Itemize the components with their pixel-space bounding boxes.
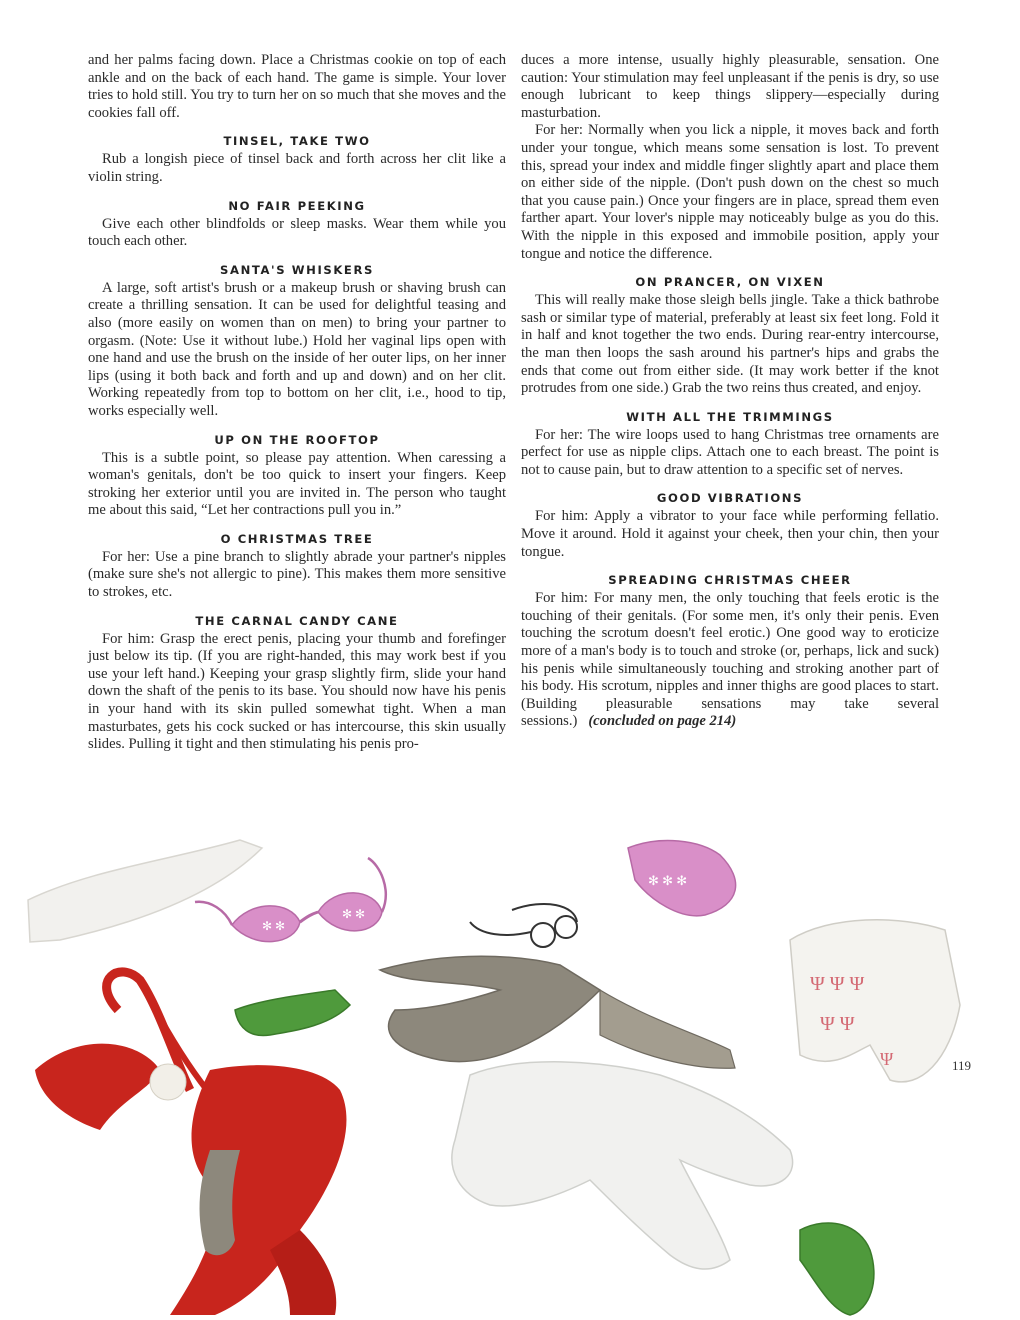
white-scarf — [28, 840, 262, 942]
section-text: For her: Use a pine branch to slightly abrade your partner's nipples (make sure she's not allergic to pine). This makes them more sensitive to strokes, etc. — [88, 548, 506, 601]
continuation-note: (concluded on page 214) — [588, 713, 737, 730]
section-text: Give each other blindfolds or sleep masks. Wear them while you touch each other. — [88, 215, 506, 250]
section-heading: ON PRANCER, ON VIXEN — [635, 275, 825, 290]
green-sock — [235, 990, 350, 1036]
intro-paragraph-2: For her: Normally when you lick a nipple, it moves back and forth under your tongue, which means some sensation is lost. To prevent this, spread your index and middle finger slightly apart and place them on either side of the nipple. (Don't push down on the chest so much that you cause pain.) Once your fingers are in place, spread them even farther apart. Your lover's nipple may noticeably bulge as you do this. With the nipple in this exposed and immobile position, apply your tongue and notice the difference. — [521, 122, 939, 262]
intro-paragraph: and her palms facing down. Place a Christmas cookie on top of each ankle and on the back of each hand. The game is simple. Your lover tries to hold still. You try to turn her on so much that she moves and the cookies fall off. — [88, 52, 506, 121]
section-heading: SPREADING CHRISTMAS CHEER — [608, 573, 852, 588]
section-text: For him: Apply a vibrator to your face while performing fellatio. Move it around. Hold it against your cheek, then your chin, then your tongue. — [521, 508, 939, 560]
intro-paragraph: duces a more intense, usually highly pleasurable, sensation. One caution: Your stimulation may feel unpleasant if the penis is dry, so use enough lubricant to keep things slippery—especially during masturbation. — [521, 52, 939, 121]
section-heading: NO FAIR PEEKING — [228, 198, 366, 213]
svg-text:Ψ Ψ: Ψ Ψ — [820, 1013, 855, 1035]
section-text: For him: Grasp the erect penis, placing your thumb and forefinger just below its tip. (If you are right-handed, this may work best if you use your left hand.) Keeping your grasp slightly firm, slide your hand down the shaft of the penis to its base. You should now have his penis in your hand with its skin pulled somewhat tight. When a man masturbates, gets his cock sucked or has intercourse, this skin usually slides. Pulling it tight and then stimulating his penis pro- — [88, 630, 506, 753]
green-mitten — [800, 1223, 874, 1315]
section-text — [521, 590, 939, 731]
page-number: 119 — [952, 1058, 972, 1073]
section-text: For her: The wire loops used to hang Christmas tree ornaments are perfect for use as nipple clips. Attach one to each breast. The point is not to cause pain, but to draw attention to a specific set of nerves. — [521, 426, 939, 478]
gray-tie — [380, 956, 600, 1061]
svg-text:Ψ: Ψ — [880, 1049, 894, 1069]
svg-text:✻ ✻: ✻ ✻ — [262, 919, 286, 933]
section-heading: UP ON THE ROOFTOP — [214, 432, 380, 447]
section-text: This will really make those sleigh bells jingle. Take a thick bathrobe sash or similar type of material, preferably at least six feet long. Fold it in half and knot together the two ends. During rear-entry intercourse, the man then loops the sash around his partner's hips and grabs the ends that come out from either side. (It may work better if the knot protrudes from one side.) Grab the two reins thus created, and enjoy. — [521, 292, 939, 397]
section-heading: TINSEL, TAKE TWO — [223, 134, 371, 149]
section-text: A large, soft artist's brush or a makeup brush or shaving brush can create a thrilling sensation. It can be used for delightful teasing and also (more easily on women than on men) to bring your partner to orgasm. (Note: Use it without lube.) Hold her vaginal lips open with one hand and use the brush on the inside of her outer lips, on her inner lips (using it both back and forth and up and down) and on her clit. Working repeatedly from top to bottom on her clit, i.e., hood to tip, works especially well. — [88, 279, 506, 419]
section-heading: GOOD VIBRATIONS — [656, 491, 804, 506]
section-heading: O CHRISTMAS TREE — [220, 531, 374, 546]
svg-text:✻ ✻: ✻ ✻ — [342, 907, 366, 921]
right-column — [521, 52, 939, 731]
pink-panties — [628, 841, 736, 916]
section-heading: WITH ALL THE TRIMMINGS — [626, 409, 834, 424]
left-column — [88, 52, 506, 754]
section-heading: SANTA'S WHISKERS — [220, 262, 374, 277]
section-text-body: For him: For many men, the only touching that feels erotic is the touching of their genitals. (For some men, it's only their penis. Even touching the scrotum doesn't feel erotic.) One good way to eroticize more of a man's body is to touch and stroke (or, perhaps, lick and suck) his penis while simultaneously touching and stroking another part of his body. His scrotum, nipples and inner thighs are good places to start. (Building pleasurable sensations may take several sessions.) — [521, 590, 939, 730]
white-long-johns — [452, 1062, 793, 1269]
eyeglasses — [470, 904, 577, 947]
section-text: Rub a longish piece of tinsel back and forth across her clit like a violin string. — [88, 151, 506, 185]
section-heading: THE CARNAL CANDY CANE — [195, 613, 399, 628]
reindeer-boxers — [790, 920, 960, 1082]
section-text: This is a subtle point, so please pay attention. When caressing a woman's genitals, don't be too quick to insert your fingers. Keep stroking her exterior until you are invited in. The person who taught me about this said, “Let her contractions pull you in.” — [88, 449, 506, 519]
scattered-clothes-illustration — [0, 830, 1020, 1320]
svg-text:✻ ✻ ✻: ✻ ✻ ✻ — [648, 873, 688, 888]
svg-text:Ψ Ψ Ψ: Ψ Ψ Ψ — [810, 973, 865, 995]
